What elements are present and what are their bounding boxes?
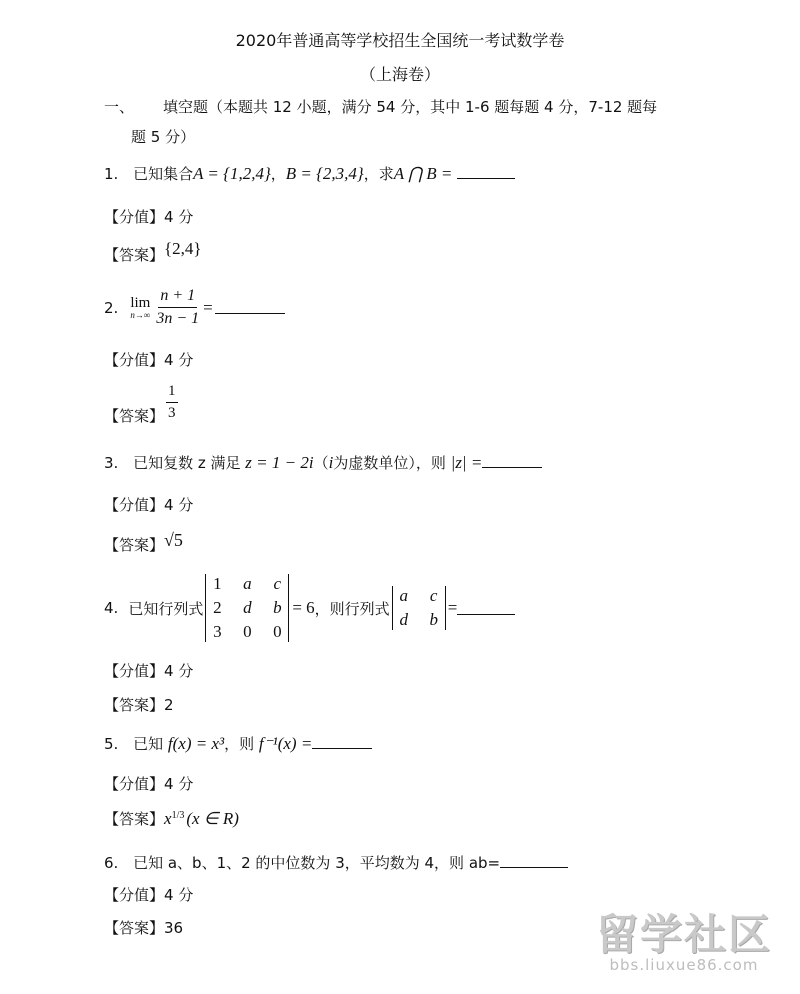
det3-cell: b <box>273 598 282 617</box>
question-number: 4. <box>104 599 119 617</box>
answer-denominator: 3 <box>168 405 176 421</box>
answer-row-3 <box>104 530 183 555</box>
det3-cell: 3 <box>213 622 222 641</box>
det3-cell: d <box>243 598 252 617</box>
limit-operator <box>130 296 150 320</box>
answer-exponent: 1/3 <box>171 810 185 821</box>
answer-label: 【答案】 <box>104 536 165 554</box>
equals-sign: = <box>447 598 458 617</box>
answer-domain: (x ∈ R) <box>186 809 239 828</box>
answer-value: √5 <box>164 530 183 550</box>
score-label: 【分值】 <box>104 775 165 793</box>
fraction-denominator: 3n − 1 <box>156 310 200 327</box>
equals-sign: = <box>203 297 213 317</box>
question-ask: ，求 <box>363 165 394 183</box>
set-b-expr: B = {2,3,4} <box>285 164 364 183</box>
answer-row-6 <box>104 917 183 938</box>
limit-fraction <box>154 288 201 327</box>
score-row-5 <box>104 773 193 794</box>
det2-cell: b <box>429 610 438 629</box>
answer-blank[interactable] <box>457 602 515 615</box>
imaginary-unit: i <box>328 453 334 472</box>
question-mid: ，则行列式 <box>314 599 390 618</box>
lim-text: lim <box>130 294 151 311</box>
watermark <box>596 902 772 974</box>
answer-fraction <box>166 384 178 421</box>
question-3 <box>104 452 542 473</box>
question-number: 1. <box>104 165 119 183</box>
section-text-line1: 填空题（本题共 12 小题，满分 54 分，其中 1-6 题每题 4 分，7-12 题每 <box>163 98 658 116</box>
paren-open: （ <box>313 454 329 472</box>
complex-expr: z = 1 − 2i <box>245 453 314 472</box>
answer-numerator: 1 <box>166 384 178 403</box>
separator: ， <box>270 165 286 183</box>
score-label: 【分值】 <box>104 886 165 904</box>
score-label: 【分值】 <box>104 351 165 369</box>
section-number: 一、 <box>104 98 135 116</box>
score-label: 【分值】 <box>104 662 165 680</box>
exam-title: 2020年普通高等学校招生全国统一考试数学卷 <box>235 31 565 50</box>
answer-row-4 <box>104 694 174 715</box>
score-row-3 <box>104 494 193 515</box>
question-number: 3. <box>104 454 119 472</box>
answer-value: 2 <box>164 696 174 714</box>
score-label: 【分值】 <box>104 208 165 226</box>
question-4 <box>104 574 515 642</box>
question-number: 6. <box>104 854 119 872</box>
question-prefix: 已知复数 z 满足 <box>133 454 241 472</box>
score-label: 【分值】 <box>104 496 165 514</box>
answer-base: x <box>164 809 172 828</box>
lim-subscript: n→∞ <box>130 309 151 320</box>
det2-cell: a <box>399 586 408 605</box>
question-2 <box>104 288 285 327</box>
score-value: 4 分 <box>164 351 194 369</box>
question-number: 2. <box>104 298 119 317</box>
score-row-4 <box>104 660 193 681</box>
equals-six: = 6 <box>292 598 315 617</box>
det3-cell: a <box>243 574 252 593</box>
answer-value: {2,4} <box>164 239 202 258</box>
det3-cell: c <box>273 574 282 593</box>
watermark-url: bbs.liuxue86.com <box>609 956 759 974</box>
score-value: 4 分 <box>164 496 194 514</box>
score-value: 4 分 <box>164 886 194 904</box>
score-value: 4 分 <box>164 662 194 680</box>
question-number: 5. <box>104 735 119 753</box>
question-text: 已知 a、b、1、2 的中位数为 3，平均数为 4，则 ab= <box>133 854 501 872</box>
score-row-2 <box>104 349 193 370</box>
answer-row-2 <box>104 384 178 427</box>
answer-value: 36 <box>164 919 184 937</box>
fraction-numerator: n + 1 <box>158 288 197 308</box>
inverse-function-expr: f⁻¹(x) = <box>258 734 313 753</box>
answer-blank[interactable] <box>312 736 372 749</box>
intersection-expr: A ⋂ B = <box>393 164 453 183</box>
question-5 <box>104 733 372 754</box>
modulus-expr: |z| = <box>450 453 483 472</box>
question-mid: ，则 <box>224 735 255 753</box>
answer-blank[interactable] <box>482 455 542 468</box>
answer-blank[interactable] <box>500 855 568 868</box>
answer-row-5 <box>104 808 239 829</box>
answer-blank[interactable] <box>215 301 285 314</box>
score-value: 4 分 <box>164 775 194 793</box>
score-value: 4 分 <box>164 208 194 226</box>
score-row-1 <box>104 206 193 227</box>
question-prefix: 已知集合 <box>133 165 194 183</box>
exam-subtitle: （上海卷） <box>359 65 440 84</box>
answer-label: 【答案】 <box>104 696 165 714</box>
answer-label: 【答案】 <box>104 919 165 937</box>
answer-label: 【答案】 <box>104 246 165 264</box>
det3-cell: 2 <box>213 598 222 617</box>
det3-cell: 0 <box>273 622 282 641</box>
set-a-expr: A = {1,2,4} <box>193 164 271 183</box>
answer-label: 【答案】 <box>104 407 165 425</box>
question-1 <box>104 163 515 184</box>
paren-text: 为虚数单位），则 <box>333 454 446 472</box>
det3-cell: 1 <box>213 574 222 593</box>
question-prefix: 已知行列式 <box>128 599 204 618</box>
determinant-2x2 <box>392 586 446 630</box>
watermark-text: 留学社区 <box>595 910 772 959</box>
answer-row-1 <box>104 239 202 265</box>
question-6 <box>104 852 568 873</box>
score-row-6 <box>104 884 193 905</box>
determinant-3x3 <box>205 574 289 642</box>
function-expr: f(x) = x³ <box>167 734 225 753</box>
question-prefix: 已知 <box>133 735 164 753</box>
answer-blank[interactable] <box>457 166 515 179</box>
section-text-line2: 题 5 分） <box>131 128 196 146</box>
answer-label: 【答案】 <box>104 810 165 828</box>
det2-cell: d <box>399 610 408 629</box>
det2-cell: c <box>429 586 438 605</box>
det3-cell: 0 <box>243 622 252 641</box>
